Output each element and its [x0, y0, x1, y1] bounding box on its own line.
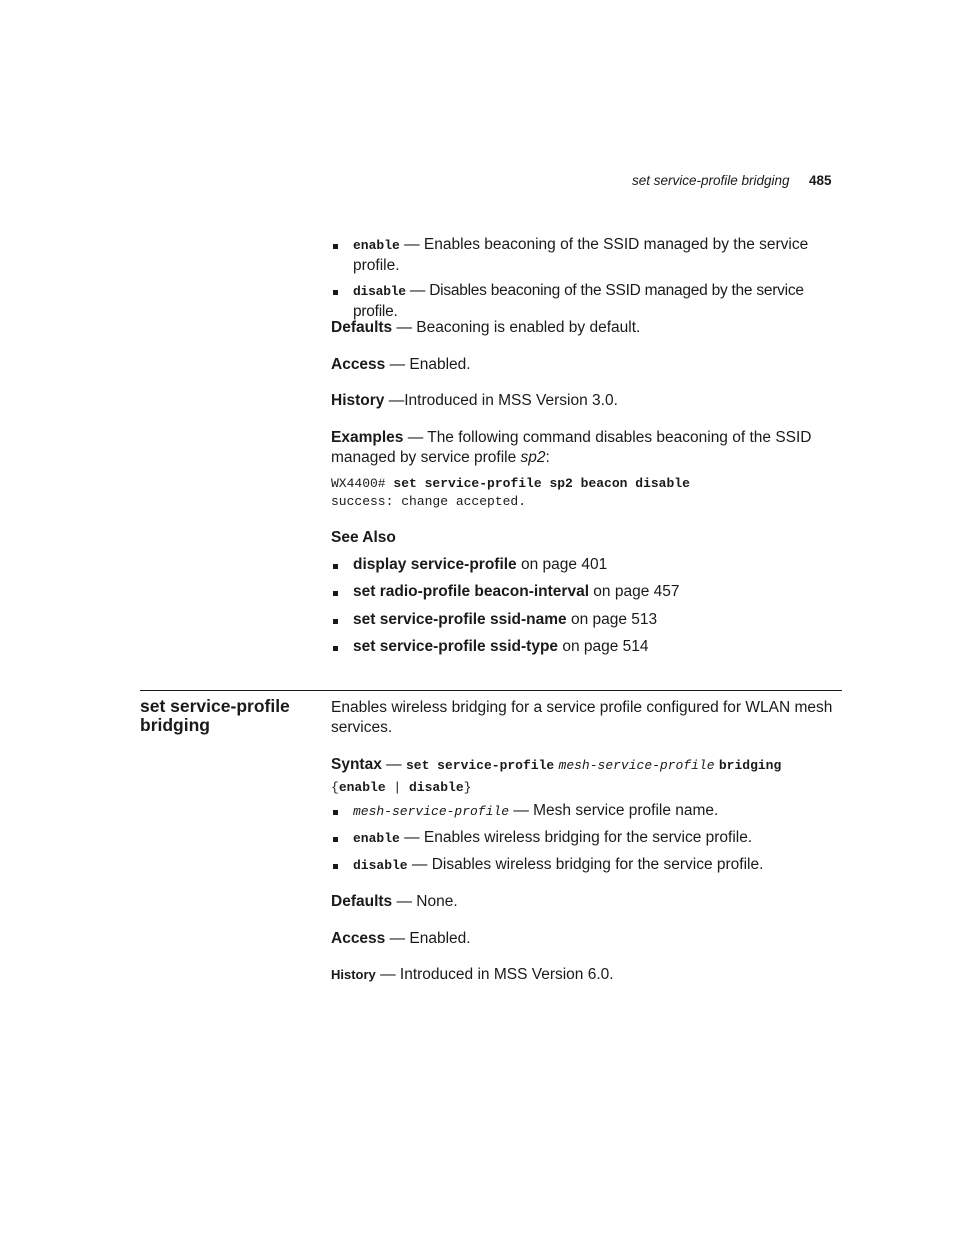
- list-item: disable — Disables beaconing of the SSID managed by the service profile.: [331, 281, 846, 321]
- defaults-paragraph: Defaults — Beaconing is enabled by default.: [331, 319, 641, 336]
- defaults-paragraph: Defaults — None.: [331, 893, 458, 910]
- list-item: disable — Disables wireless bridging for the service profile.: [331, 855, 846, 876]
- history-paragraph: History —Introduced in MSS Version 3.0.: [331, 392, 618, 409]
- code-enable: enable: [353, 238, 400, 253]
- code-enable: enable: [353, 831, 400, 846]
- section-title: set service-profile bridging: [140, 696, 290, 735]
- code-disable: disable: [353, 284, 406, 299]
- history-paragraph: History — Introduced in MSS Version 6.0.: [331, 966, 614, 983]
- see-also-item[interactable]: display service-profile on page 401: [331, 555, 846, 575]
- list-item: mesh-service-profile — Mesh service profile name.: [331, 801, 846, 822]
- code-param: mesh-service-profile: [353, 804, 510, 819]
- syntax-paragraph: Syntax — set service-profile mesh-service-profile bridging {enable | disable}: [331, 756, 782, 795]
- running-title: set service-profile bridging: [632, 173, 790, 188]
- see-also-heading: See Also: [331, 529, 396, 546]
- list-item: enable — Enables beaconing of the SSID managed by the service profile.: [331, 235, 846, 275]
- list-item: enable — Enables wireless bridging for the service profile.: [331, 828, 846, 849]
- access-paragraph: Access — Enabled.: [331, 930, 471, 947]
- section-divider: [140, 690, 842, 691]
- see-also-item[interactable]: set radio-profile beacon-interval on page 457: [331, 582, 846, 602]
- code-example-command: WX4400# set service-profile sp2 beacon disable: [331, 476, 690, 491]
- section-description: Enables wireless bridging for a service profile configured for WLAN mesh services.: [331, 699, 833, 736]
- see-also-item[interactable]: set service-profile ssid-type on page 514: [331, 637, 846, 657]
- code-disable: disable: [353, 858, 408, 873]
- page-number: 485: [809, 173, 832, 188]
- examples-paragraph: Examples — The following command disables beaconing of the SSID managed by service profile sp2:: [331, 429, 812, 466]
- code-example-output: success: change accepted.: [331, 494, 527, 509]
- see-also-item[interactable]: set service-profile ssid-name on page 513: [331, 610, 846, 630]
- access-paragraph: Access — Enabled.: [331, 356, 471, 373]
